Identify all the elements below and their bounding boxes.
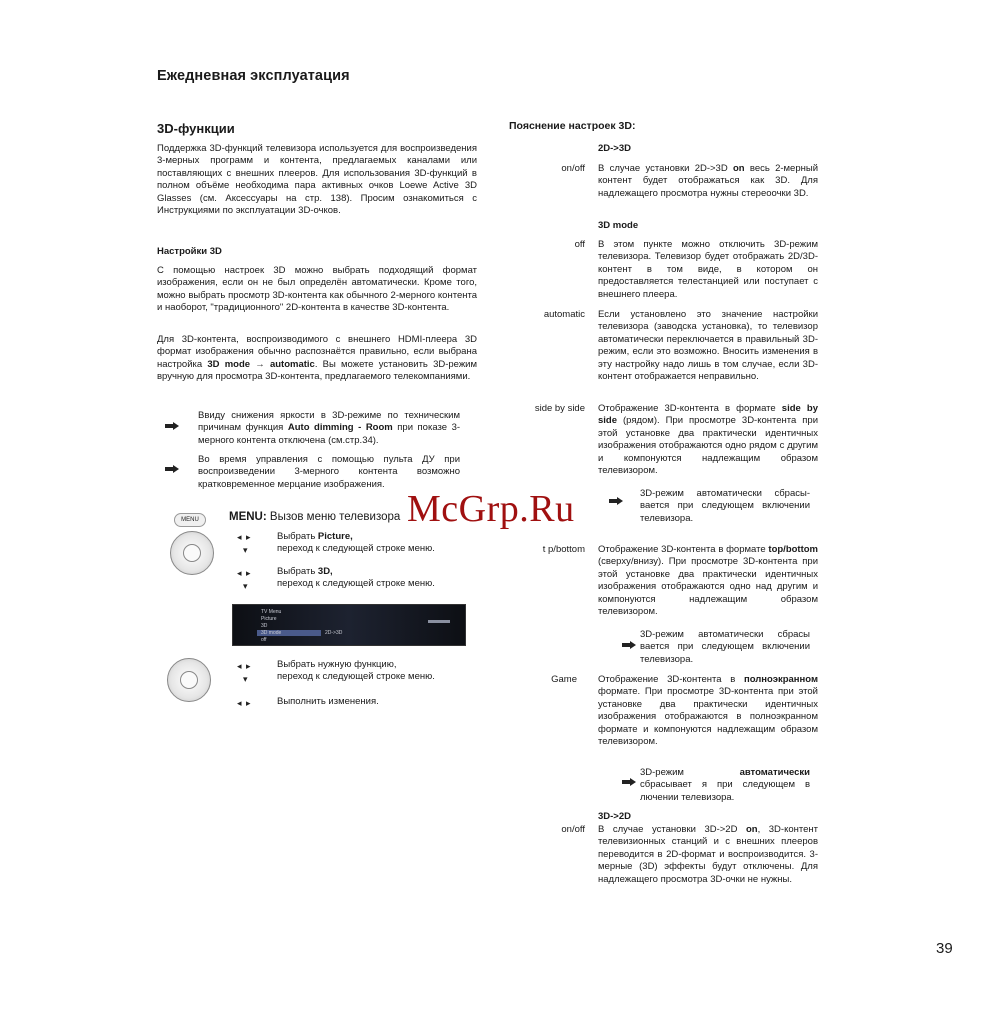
step-select-picture [277, 531, 477, 556]
remote-dpad-icon [170, 531, 214, 575]
intro-text-2: Для использования 3D-функций в полном объёме необходима пара активных очков Loewe Active 3D Glasses (см. Аксессуары на стр. 138). Просим ознакомиться с Инструкциями по эксплуатации 3D-очков. [157, 167, 477, 217]
intro-text: Поддержка 3D-функций телевизора используется для воспроизведения 3-мерных программ и контента, предлагаемых каналами или поставляющих с внешних плееров. [157, 143, 477, 179]
step2-text-a: Выбрать [277, 566, 316, 577]
note1-text-a: Ввиду снижения яркости в 3D-режиме по техническим причинам функция [198, 410, 460, 434]
section-title: Ежедневная эксплуатация [157, 68, 350, 84]
screen-row: TV Menu [261, 609, 282, 615]
hand-pointer-icon [165, 460, 179, 478]
settings-paragraph-1: С помощью настроек 3D можно выбрать подходящий формат изображения, если он не был определён автоматически. Кроме того, можно выбрать просмотр 3D-контента как обычного 2-мерного контента и наоборот, "традиционного" 2D-контента в качестве 3D-контента. [157, 265, 477, 314]
r5-text-c: (сверху/внизу). При просмотре 3D-контента при этой установке два практически идентичных изображения отображаются одно над другим и компонуются надлежащим образом телевизором. [598, 556, 818, 618]
menu-button-icon: MENU [174, 513, 206, 527]
note-game [640, 767, 810, 804]
step2-text-c: переход к следующей строке меню. [277, 578, 435, 590]
intro-paragraph [157, 143, 477, 217]
r7-text-c: , 3D-контент телевизионных станций и с внешних плееров переводится в 2D-формат и воспроизводится. 3-мерные (3D) эффекты будут отключены. Для надлежащего просмотра 3D-очки не нужны. [598, 824, 818, 885]
r4-text-a: Отображение 3D-контента в формате [598, 403, 776, 414]
option-label-on-off-2: on/off [561, 824, 585, 835]
r6-note-bold: автоматически [739, 767, 810, 778]
option-text-automatic: Если установлено это значение настройки телевизора (заводска установка), то телевизор автоматически переключается в правильный 3D-режим, если это возможно. Вносить изменения в эту настройку надо лишь в том случае, если 3D-контент отображается неправильно. [598, 309, 818, 383]
screen-row-selected: 3D mode [257, 630, 321, 636]
menu-label-bold: MENU: [229, 511, 267, 523]
option-label-on-off: on/off [561, 163, 585, 174]
option-text-3d2d [598, 824, 818, 886]
down-arrow-icon: ▾ [243, 674, 249, 684]
screen-row: Picture [261, 616, 277, 622]
r6-text-a: Отображение 3D-контента в [598, 674, 736, 685]
settings-paragraph-2 [157, 334, 477, 384]
hand-pointer-icon [609, 492, 623, 510]
menu-label-text: Вызов меню телевизора [269, 511, 401, 523]
para2-text-c: . Вы можете установить 3D-режим вручную для просмотра 3D-контента, предлагаемого телекомпаниями. [157, 358, 478, 383]
option-text-game [598, 674, 818, 748]
r6-note-c: сбрасывает я при следующем в лючении телевизора. [640, 779, 810, 803]
option-label-side-by-side: side by side [534, 403, 585, 414]
down-arrow-icon: ▾ [243, 581, 249, 591]
settings-heading: Настройки 3D [157, 246, 222, 257]
page-number: 39 [936, 940, 953, 957]
r7-bold: on [745, 824, 758, 835]
step-select-function [277, 659, 477, 684]
step2-bold: 3D, [317, 566, 333, 577]
remote-dpad-icon [167, 658, 211, 702]
option-label-automatic: automatic [543, 309, 585, 320]
r6-bold: полноэкранном [743, 674, 818, 685]
option-text-top-bottom [598, 544, 818, 618]
screen-row: 3D [261, 623, 268, 629]
page-title: 3D-функции [157, 121, 235, 136]
option-text-2d3d [598, 163, 818, 200]
subheading-2d-3d: 2D->3D [598, 143, 631, 154]
screen-value: 2D->3D [325, 630, 343, 636]
screen-row: off [261, 637, 267, 643]
step-apply: Выполнить изменения. [277, 696, 379, 707]
option-label-off: off [574, 239, 585, 250]
note-auto-dimming [198, 410, 460, 447]
r4-text-c: (рядом). При просмотре 3D-контента при этой установке два практически идентичных изображения отображаются одно рядом с другим и компонуются надлежащим образом телевизором. [598, 415, 819, 477]
r5-bold: top/bottom [768, 544, 818, 555]
note-top-bottom: 3D-режим автоматически сбрасы вается при следующем включении телевизора. [640, 629, 810, 665]
tv-menu-screenshot [232, 604, 466, 646]
r1-bold: on [732, 163, 745, 174]
step1-bold: Picture, [317, 531, 353, 542]
option-label-game: Game [551, 674, 577, 685]
note1-text-c: при показе 3-мерного контента отключена (см.стр.34). [198, 422, 461, 446]
hand-pointer-icon [622, 773, 636, 791]
para2-text-a: Для 3D-контента, воспроизводимого с внешнего HDMI-плеера 3D формат изображения обычно распознаётся правильно, если выбрана настройка [157, 334, 477, 370]
subheading-3d-mode: 3D mode [598, 220, 639, 231]
r5-text-a: Отображение 3D-контента в формате [598, 544, 766, 555]
note1-bold: Auto dimming - Room [287, 422, 393, 434]
left-right-arrows-icon: ◂ ▸ [237, 698, 252, 708]
step3-text-a: Выбрать нужную функцию, [277, 659, 397, 670]
settings-explanation-title: Пояснение настроек 3D: [509, 120, 636, 132]
para2-arrow: → [255, 358, 265, 370]
step-select-3d [277, 566, 477, 591]
hand-pointer-icon [165, 417, 179, 435]
step1-text-c: переход к следующей строке меню. [277, 543, 435, 555]
r1-text-c: весь 2-мерный контент будет отображаться как 3D. Для надлежащего просмотра нужны стереоочки 3D. [598, 163, 819, 199]
step3-text-b: переход к следующей строке меню. [277, 671, 435, 683]
r6-text-c: формате. При просмотре 3D-контента при этой установке два практически идентичных изображения отображаются в полноэкранном формате и компонуются надлежащим образом телевизором. [598, 686, 818, 748]
r7-text-a: В случае установки 3D->2D [598, 824, 738, 835]
left-right-arrows-icon: ◂ ▸ [237, 661, 252, 671]
subheading-3d-2d: 3D->2D [598, 811, 631, 822]
left-right-arrows-icon: ◂ ▸ [237, 568, 252, 578]
option-label-top-bottom: t p/bottom [542, 544, 585, 555]
watermark-logo: McGrp.Ru [407, 488, 575, 530]
r6-note-a: 3D-режим [640, 767, 684, 778]
down-arrow-icon: ▾ [243, 545, 249, 555]
option-text-side-by-side [598, 403, 818, 477]
hand-pointer-icon [622, 636, 636, 654]
left-right-arrows-icon: ◂ ▸ [237, 532, 252, 542]
note-flicker: Во время управления с помощью пульта ДУ при воспроизведении 3-мерного контента возможно кратковременное мерцание изображения. [198, 454, 460, 490]
step1-text-a: Выбрать [277, 531, 316, 542]
option-text-off: В этом пункте можно отключить 3D-режим телевизора. Телевизор будет отображать 2D/3D-контент в том виде, в котором он предоставляется телестанцией или поступает с внешнего плеера. [598, 239, 818, 300]
para2-automatic: automatic [269, 358, 315, 370]
r4-bold: side by side [598, 403, 818, 427]
menu-label [229, 511, 400, 523]
r1-text-a: В случае установки 2D->3D [598, 163, 728, 174]
para2-3dmode: 3D mode [207, 358, 251, 370]
note-side-by-side: 3D-режим автоматически сбрасы-вается при следующем включении телевизора. [640, 488, 810, 524]
